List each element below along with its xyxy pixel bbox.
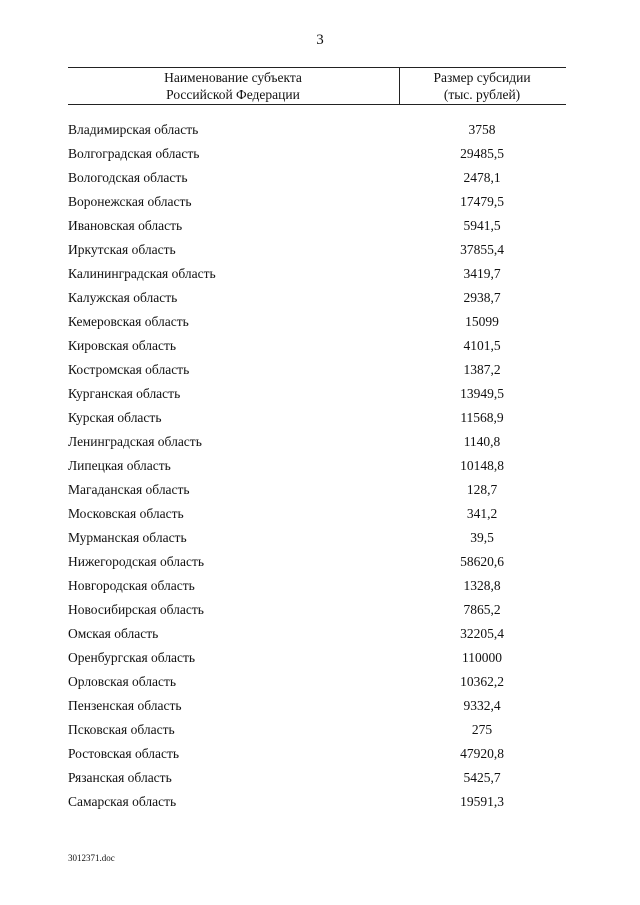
table-row bbox=[68, 502, 566, 526]
header-region-name bbox=[68, 69, 398, 103]
region-name: Омская область bbox=[68, 626, 159, 641]
table-header-bottom-rule bbox=[68, 104, 566, 105]
region-name: Вологодская область bbox=[68, 170, 188, 185]
subsidy-value: 5425,7 bbox=[463, 770, 501, 785]
region-name: Пензенская область bbox=[68, 698, 182, 713]
table-row bbox=[68, 406, 566, 430]
table-row bbox=[68, 574, 566, 598]
subsidy-value: 32205,4 bbox=[460, 626, 504, 641]
header-region-name-line2: Российской Федерации bbox=[166, 87, 300, 102]
subsidy-value: 17479,5 bbox=[460, 194, 504, 209]
region-name: Ленинградская область bbox=[68, 434, 202, 449]
region-name: Владимирская область bbox=[68, 122, 199, 137]
table-row bbox=[68, 646, 566, 670]
subsidy-value: 128,7 bbox=[466, 482, 498, 497]
region-name: Магаданская область bbox=[68, 482, 190, 497]
subsidy-value: 39,5 bbox=[470, 530, 494, 545]
table-row bbox=[68, 670, 566, 694]
table-row bbox=[68, 766, 566, 790]
region-name: Орловская область bbox=[68, 674, 177, 689]
table-row bbox=[68, 454, 566, 478]
subsidy-table-rows bbox=[68, 118, 566, 814]
table-row bbox=[68, 142, 566, 166]
table-row bbox=[68, 358, 566, 382]
subsidy-value: 11568,9 bbox=[460, 410, 504, 425]
table-row bbox=[68, 310, 566, 334]
subsidy-value: 47920,8 bbox=[460, 746, 504, 761]
subsidy-value: 58620,6 bbox=[460, 554, 504, 569]
header-subsidy-line2: (тыс. рублей) bbox=[443, 87, 521, 102]
table-row bbox=[68, 118, 566, 142]
document-id: 3012371.doc bbox=[68, 853, 115, 863]
table-row bbox=[68, 334, 566, 358]
region-name: Воронежская область bbox=[68, 194, 192, 209]
region-name: Псковская область bbox=[68, 722, 175, 737]
table-row bbox=[68, 526, 566, 550]
region-name: Калининградская область bbox=[68, 266, 216, 281]
table-row bbox=[68, 190, 566, 214]
region-name: Новгородская область bbox=[68, 578, 195, 593]
table-row bbox=[68, 694, 566, 718]
subsidy-value: 4101,5 bbox=[463, 338, 501, 353]
subsidy-value: 10362,2 bbox=[460, 674, 504, 689]
table-top-rule bbox=[68, 67, 566, 68]
subsidy-value: 37855,4 bbox=[460, 242, 504, 257]
subsidy-value: 275 bbox=[471, 722, 493, 737]
subsidy-value: 1328,8 bbox=[463, 578, 501, 593]
header-subsidy-line1: Размер субсидии bbox=[433, 70, 531, 85]
subsidy-value: 3419,7 bbox=[463, 266, 501, 281]
table-row bbox=[68, 742, 566, 766]
subsidy-value: 110000 bbox=[462, 650, 502, 665]
subsidy-value: 7865,2 bbox=[463, 602, 501, 617]
table-row bbox=[68, 790, 566, 814]
subsidy-value: 15099 bbox=[465, 314, 499, 329]
subsidy-value: 13949,5 bbox=[460, 386, 504, 401]
subsidy-value: 1140,8 bbox=[463, 434, 501, 449]
table-row bbox=[68, 262, 566, 286]
region-name: Рязанская область bbox=[68, 770, 172, 785]
table-row bbox=[68, 430, 566, 454]
header-region-name-line1: Наименование субъекта bbox=[164, 70, 302, 85]
table-row bbox=[68, 550, 566, 574]
subsidy-value: 2938,7 bbox=[463, 290, 501, 305]
region-name: Кемеровская область bbox=[68, 314, 189, 329]
region-name: Кировская область bbox=[68, 338, 177, 353]
subsidy-value: 29485,5 bbox=[460, 146, 504, 161]
table-row bbox=[68, 166, 566, 190]
region-name: Волгоградская область bbox=[68, 146, 200, 161]
region-name: Оренбургская область bbox=[68, 650, 196, 665]
region-name: Самарская область bbox=[68, 794, 177, 809]
region-name: Мурманская область bbox=[68, 530, 187, 545]
table-header bbox=[68, 69, 566, 104]
region-name: Курганская область bbox=[68, 386, 181, 401]
subsidy-value: 1387,2 bbox=[463, 362, 501, 377]
table-row bbox=[68, 214, 566, 238]
subsidy-value: 2478,1 bbox=[463, 170, 501, 185]
region-name: Костромская область bbox=[68, 362, 190, 377]
subsidy-value: 9332,4 bbox=[463, 698, 501, 713]
table-row bbox=[68, 598, 566, 622]
subsidy-value: 5941,5 bbox=[463, 218, 501, 233]
table-row bbox=[68, 238, 566, 262]
table-row bbox=[68, 718, 566, 742]
region-name: Курская область bbox=[68, 410, 162, 425]
subsidy-value: 19591,3 bbox=[460, 794, 504, 809]
region-name: Московская область bbox=[68, 506, 184, 521]
subsidy-value: 341,2 bbox=[466, 506, 498, 521]
table-row bbox=[68, 382, 566, 406]
region-name: Нижегородская область bbox=[68, 554, 205, 569]
region-name: Новосибирская область bbox=[68, 602, 204, 617]
table-row bbox=[68, 286, 566, 310]
region-name: Ростовская область bbox=[68, 746, 179, 761]
subsidy-value: 10148,8 bbox=[460, 458, 504, 473]
region-name: Липецкая область bbox=[68, 458, 171, 473]
page-number: 3 bbox=[316, 32, 324, 48]
region-name: Ивановская область bbox=[68, 218, 183, 233]
region-name: Калужская область bbox=[68, 290, 178, 305]
table-row bbox=[68, 622, 566, 646]
region-name: Иркутская область bbox=[68, 242, 176, 257]
table-row bbox=[68, 478, 566, 502]
subsidy-value: 3758 bbox=[468, 122, 496, 137]
header-subsidy-amount bbox=[398, 69, 566, 103]
